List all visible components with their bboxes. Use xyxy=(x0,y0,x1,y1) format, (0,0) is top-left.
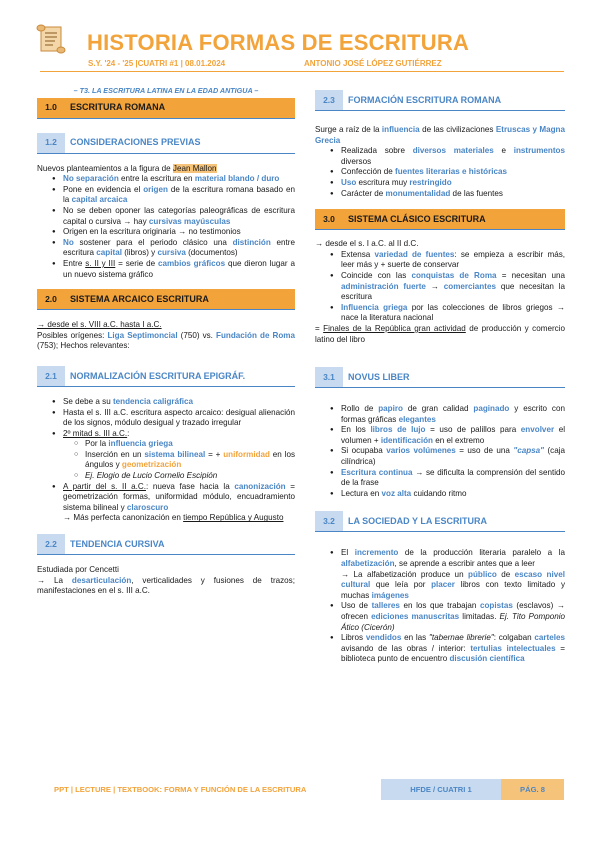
list-item: ● No separación entre la escritura en material blando / duro xyxy=(63,174,295,185)
list-item: ● Extensa variedad de fuentes: se empieza a escribir más, leer más y + suerte de conservar xyxy=(341,250,565,271)
section-1-2-header xyxy=(37,133,295,154)
section-number: 2.1 xyxy=(37,366,65,386)
section-number: 2.2 xyxy=(37,534,65,554)
list-item: ● Carácter de monumentalidad de las fuentes xyxy=(341,189,565,200)
section-2-0-header xyxy=(37,289,295,310)
list-item: ○ Ej. Elogio de Lucio Cornelio Escipión xyxy=(85,471,295,482)
section-label: SISTEMA ARCAICO ESCRITURA xyxy=(65,289,295,309)
list-item: ● Uso de talleres en los que trabajan copistas (esclavos) → ofrecen ediciones manuscritas limitadas. Ej. Tito Pomponio Ático (Cicerón) xyxy=(341,601,565,633)
page-footer xyxy=(0,779,600,800)
paragraph: → La desarticulación, verticalidades y fusiones de trazos; manifestaciones en el s. III a.C. xyxy=(37,575,295,596)
list-item: ● Pone en evidencia el origen de la escritura romana basado en la capital arcaica xyxy=(63,185,295,206)
section-number: 1.0 xyxy=(37,98,65,118)
list-item: ● Confección de fuentes literarias e históricas xyxy=(341,167,565,178)
section-2-3-header xyxy=(315,90,565,111)
list-item: ● Libros vendidos en las "tabernae librerie": colgaban carteles avisando de las obras / interior: tertulias intelectuales = biblioteca punto de encuentro discusión científica xyxy=(341,633,565,665)
section-label: SISTEMA CLÁSICO ESCRITURA xyxy=(343,209,565,229)
bullet-list xyxy=(315,404,565,499)
bullet-list xyxy=(315,548,565,665)
paragraph: → desde el s. I a.C. al II d.C. xyxy=(315,239,419,249)
list-item: ● Entre s. II y III = serie de cambios gráficos que dieron lugar a un nuevo sistema gráfico xyxy=(63,259,295,280)
footer-source: PPT | LECTURE | TEXTBOOK: FORMA Y FUNCIÓN DE LA ESCRITURA xyxy=(54,785,307,794)
footer-course: HFDE / CUATRI 1 xyxy=(381,779,501,800)
section-number: 3.1 xyxy=(315,367,343,387)
document-title: HISTORIA FORMAS DE ESCRITURA xyxy=(87,30,470,55)
paragraph: Posibles orígenes: Liga Septimoncial (750) vs. Fundación de Roma (753); Hechos relevantes: xyxy=(37,330,295,351)
section-number: 3.0 xyxy=(315,209,343,229)
list-item: ● No se deben oponer las categorías paleográficas de escritura capital o cursiva → hay cursivas mayúsculas xyxy=(63,206,295,227)
page-number: PÁG. 8 xyxy=(501,779,564,800)
section-label: NOVUS LIBER xyxy=(343,367,565,387)
section-label: NORMALIZACIÓN ESCRITURA EPIGRÁF. xyxy=(65,366,295,386)
section-1-0-header xyxy=(37,98,295,119)
left-column xyxy=(37,82,295,597)
section-2-2-header xyxy=(37,534,295,555)
list-item: ● Escritura continua → se dificulta la comprensión del sentido de la frase xyxy=(341,468,565,489)
list-item: ● Rollo de papiro de gran calidad paginado y escrito con formas gráficas elegantes xyxy=(341,404,565,425)
right-column xyxy=(315,82,565,665)
list-item: ● Realizada sobre diversos materiales e instrumentos diversos xyxy=(341,146,565,167)
paragraph: Surge a raíz de la influencia de las civilizaciones Etruscas y Magna Grecia xyxy=(315,125,566,145)
bullet-list xyxy=(37,397,295,524)
section-label: CONSIDERACIONES PREVIAS xyxy=(65,133,295,153)
list-item: ● Influencia griega por las colecciones de libros griegos → nace la literatura nacional xyxy=(341,303,565,324)
unit-heading: – T3. LA ESCRITURA LATINA EN LA EDAD ANTIGUA – xyxy=(73,86,259,95)
list-item: ○ Inserción en un sistema bilineal = + uniformidad en los ángulos y geometrización xyxy=(85,450,295,471)
header-divider xyxy=(40,71,564,72)
list-item: ● Origen en la escritura originaria → no testimonios xyxy=(63,227,295,238)
section-number: 3.2 xyxy=(315,511,343,531)
list-item: ● A partir del s. II a.C.: nueva fase hacia la canonización = geometrización formas, uniformidad módulo, encuadramiento sistema bilineal y claroscuro → Más perfecta canonización en tiempo República y Augusto xyxy=(63,482,295,524)
section-label: FORMACIÓN ESCRITURA ROMANA xyxy=(343,90,565,110)
section-label: ESCRITURA ROMANA xyxy=(65,98,295,118)
section-3-1-header xyxy=(315,367,565,388)
list-item: ● Uso escritura muy restringido xyxy=(341,178,565,189)
list-item: ● Lectura en voz alta cuidando ritmo xyxy=(341,489,565,500)
paragraph: = Finales de la República gran actividad de producción y comercio latino del libro xyxy=(315,323,565,344)
bullet-list xyxy=(37,174,295,280)
list-item: ● Coincide con las conquistas de Roma = necesitan una administración fuerte → comerciantes que necesitan la escritura xyxy=(341,271,565,303)
list-item: ● Hasta el s. III a.C. escritura aspecto arcaico: desigual alienación de los signos, módulo desigual y trazado irregular xyxy=(63,408,295,429)
section-number: 2.3 xyxy=(315,90,343,110)
section-label: LA SOCIEDAD Y LA ESCRITURA xyxy=(343,511,565,531)
section-label: TENDENCIA CURSIVA xyxy=(65,534,295,554)
scroll-icon xyxy=(34,22,68,56)
list-item: ● El incremento de la producción literaria paralelo a la alfabetización, se aprende a escribir antes que a leer → La alfabetización produce un público de escaso nivel cultural que leía por placer libros con texto limitado y muchas imágenes xyxy=(341,548,565,601)
list-item: ○ Por la influencia griega xyxy=(85,439,295,450)
list-item: ● En los libros de lujo = uso de palillos para envolver el volumen + identificación en el extremo xyxy=(341,425,565,446)
paragraph: Estudiada por Cencetti xyxy=(37,565,119,575)
bullet-list xyxy=(315,146,565,199)
section-3-0-header xyxy=(315,209,565,230)
list-item: ● Se debe a su tendencia caligráfica xyxy=(63,397,295,408)
section-number: 1.2 xyxy=(37,133,65,153)
section-2-1-header xyxy=(37,366,295,387)
list-item: ● Si ocupaba varios volúmenes = uso de una "capsa" (caja cilíndrica) xyxy=(341,446,565,467)
section-3-2-header xyxy=(315,511,565,532)
paragraph: → desde el s. VIII a.C. hasta I a.C. xyxy=(37,320,162,330)
list-item: ● 2º mitad s. III a.C.: ○ Por la influencia griega ○ Inserción en un sistema bilineal = + uniformidad en los ángulos y geometrización ○ Ej. Elogio de Lucio Cornelio Escipión xyxy=(63,429,295,482)
author-name: ANTONIO JOSÉ LÓPEZ GUTIÉRREZ xyxy=(304,59,442,68)
bullet-list xyxy=(315,250,565,324)
paragraph: Nuevos planteamientos a la figura de Jean Mallon xyxy=(37,163,217,173)
course-meta: S.Y. '24 - '25 |CUATRI #1 | 08.01.2024 xyxy=(88,59,226,68)
list-item: ● No sostener para el periodo clásico una distinción entre escritura capital (libros) y cursiva (documentos) xyxy=(63,238,295,259)
section-number: 2.0 xyxy=(37,289,65,309)
